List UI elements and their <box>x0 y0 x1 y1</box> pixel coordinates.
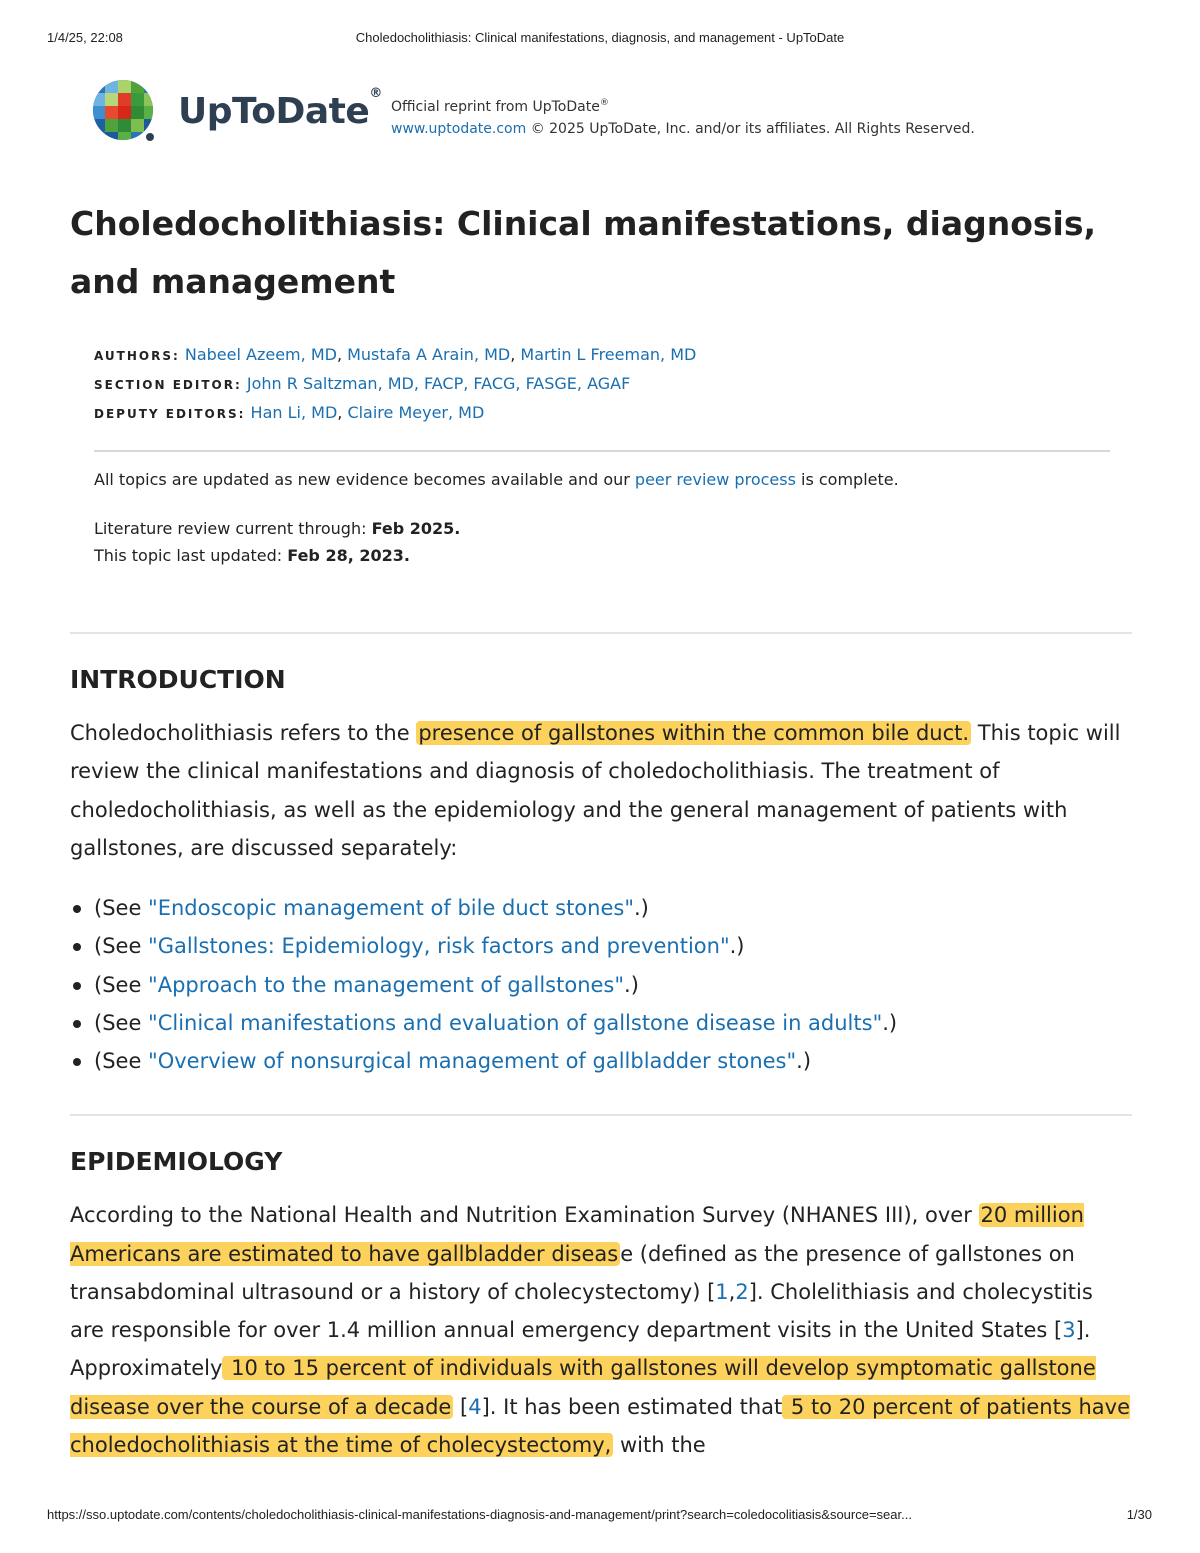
article-content <box>70 195 1132 1464</box>
topic-link[interactable]: "Endoscopic management of bile duct stones" <box>148 896 634 921</box>
print-header <box>0 30 1200 50</box>
reference-link[interactable]: 4 <box>468 1394 482 1419</box>
introduction-heading: INTRODUCTION <box>70 665 286 694</box>
brand-wordmark: UpToDate® <box>178 86 382 132</box>
list-item: (See "Endoscopic management of bile duct stones".) <box>70 889 1132 927</box>
document-title: Choledocholithiasis: Clinical manifestations, diagnosis, and management - UpToDate <box>355 30 845 45</box>
highlight: presence of gallstones within the common bile duct. <box>418 721 970 745</box>
reference-link[interactable]: 3 <box>1062 1318 1076 1343</box>
section-editor-label: SECTION EDITOR: <box>94 378 242 392</box>
brand-registered-mark: ® <box>369 86 382 101</box>
related-topics-list <box>70 889 1132 1080</box>
reference-link[interactable]: 2 <box>735 1279 749 1304</box>
topic-link[interactable]: "Overview of nonsurgical management of gallbladder stones" <box>148 1049 797 1073</box>
page-count: 1/30 <box>1126 1507 1152 1522</box>
literature-review-date: Literature review current through: Feb 2025. <box>94 519 461 538</box>
topic-link[interactable]: "Gallstones: Epidemiology, risk factors and prevention" <box>148 934 730 959</box>
uptodate-site-link[interactable]: www.uptodate.com <box>391 121 527 137</box>
reprint-notice <box>391 92 975 140</box>
epidemiology-paragraph: According to the National Health and Nutrition Examination Survey (NHANES III), over 20 million Americans are estimated to have gallbladder disease (defined as the presence of gallstones on transabdominal ultrasound or a history of cholecystectomy) [1,2]. Cholelithiasis and cholecystitis are responsible for over 1.4 million annual emergency department visits in the United States [3]. Approximately 10 to 15 percent of individuals with gallstones will develop symptomatic gallstone disease over the course of a decade [4]. It has been estimated that 5 to 20 percent of patients have choledocholithiasis at the time of cholecystectomy, with the <box>70 1203 1130 1457</box>
deputy-editors-label: DEPUTY EDITORS: <box>94 407 246 421</box>
section-editor-row <box>94 370 1132 399</box>
list-item: (See "Gallstones: Epidemiology, risk factors and prevention".) <box>70 927 1132 965</box>
article-metadata <box>94 341 1132 428</box>
peer-review-link[interactable]: peer review process <box>634 470 796 489</box>
brand-header <box>92 80 992 144</box>
list-item: (See "Overview of nonsurgical management of gallbladder stones".) <box>70 1042 1132 1080</box>
highlight: 20 million Americans are estimated to have gallbladder diseas <box>70 1203 1084 1266</box>
highlight: 10 to 15 percent of individuals with gallstones will develop symptomatic gallstone disease over the course of a decade <box>70 1356 1096 1419</box>
page-url: https://sso.uptodate.com/contents/choledocholithiasis-clinical-manifestations-diagnosis-and-management/print?search=coledocolitiasis&source=sear... <box>47 1507 912 1522</box>
topic-link[interactable]: "Clinical manifestations and evaluation of gallstone disease in adults" <box>148 1010 883 1035</box>
section-editor-link[interactable]: John R Saltzman, MD, FACP, FACG, FASGE, AGAF <box>246 374 631 393</box>
metadata-divider <box>94 450 1110 452</box>
deputy-editor-link[interactable]: Claire Meyer, MD <box>347 403 485 422</box>
deputy-editor-link[interactable]: Han Li, MD <box>250 403 338 422</box>
authors-label: AUTHORS: <box>94 349 180 363</box>
authors-row: AUTHORS: Nabeel Azeem, MD, Mustafa A Arain, MD, Martin L Freeman, MD <box>94 345 697 364</box>
list-item: (See "Approach to the management of gallstones".) <box>70 966 1132 1004</box>
article-title: Choledocholithiasis: Clinical manifestations, diagnosis, and management <box>70 204 1097 301</box>
topic-link[interactable]: "Approach to the management of gallstones" <box>148 972 625 997</box>
reprint-registered-mark: ® <box>599 98 609 108</box>
reference-link[interactable]: 1 <box>715 1279 729 1304</box>
review-dates <box>94 515 1132 569</box>
epidemiology-heading: EPIDEMIOLOGY <box>70 1147 283 1177</box>
author-link[interactable]: Mustafa A Arain, MD <box>347 345 511 364</box>
uptodate-logo-icon <box>92 80 156 144</box>
deputy-editors-row: DEPUTY EDITORS: Han Li, MD, Claire Meyer, MD <box>94 403 485 422</box>
update-note: All topics are updated as new evidence becomes available and our peer review process is complete. <box>94 470 899 489</box>
section-divider <box>70 632 1132 634</box>
introduction-paragraph: Choledocholithiasis refers to the presence of gallstones within the common bile duct. This topic will review the clinical manifestations and diagnosis of choledocholithiasis. The treatment of choledocholithiasis, as well as the epidemiology and the general management of patients with gallstones, are discussed separately: <box>70 721 1121 860</box>
section-divider <box>70 1114 1132 1116</box>
print-date: 1/4/25, 22:08 <box>47 30 123 45</box>
list-item: (See "Clinical manifestations and evaluation of gallstone disease in adults".) <box>70 1004 1132 1042</box>
author-link[interactable]: Nabeel Azeem, MD <box>184 345 337 364</box>
print-footer <box>0 1507 1200 1527</box>
author-link[interactable]: Martin L Freeman, MD <box>520 345 697 364</box>
highlight: 5 to 20 percent of patients have choledocholithiasis at the time of cholecystectomy, <box>70 1394 1130 1457</box>
copyright-text: © 2025 UpToDate, Inc. and/or its affiliates. All Rights Reserved. <box>526 121 975 137</box>
last-updated-date: This topic last updated: Feb 28, 2023. <box>94 546 410 565</box>
reprint-text: Official reprint from UpToDate <box>391 99 600 115</box>
